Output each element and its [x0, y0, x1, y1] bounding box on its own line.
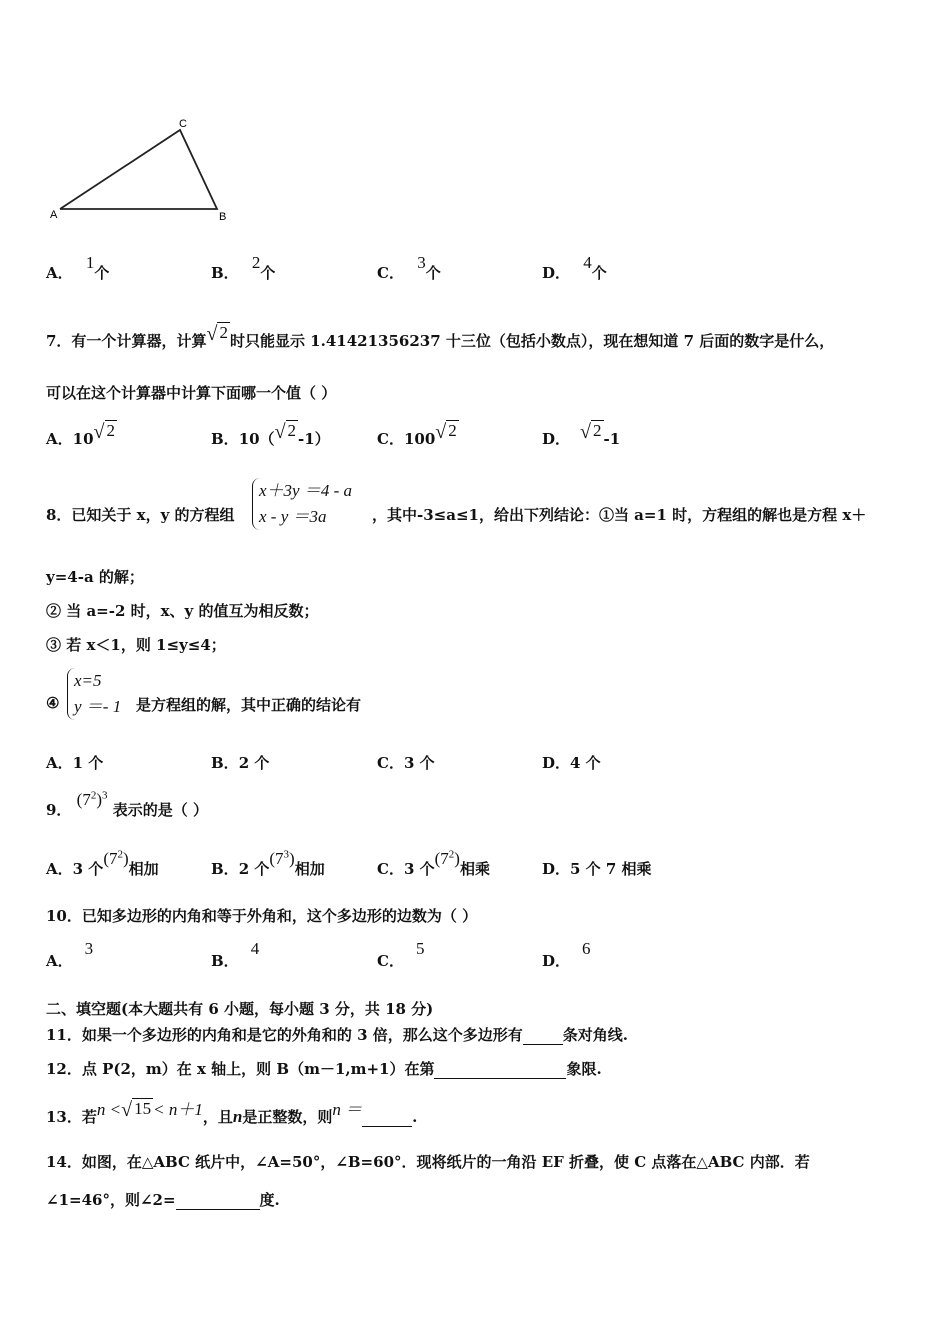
q9-option-d: D．5 个 7 相乘 — [542, 860, 652, 878]
q6-option-a — [46, 253, 110, 283]
q8-eq2: x - y ＝3a — [259, 507, 327, 526]
sqrt-expression: √ 2 — [206, 323, 228, 345]
q8-conclusion-2: ② 当 a=-2 时，x、y 的值互为相反数； — [46, 602, 319, 620]
sqrt-expression: √ 2 — [435, 421, 457, 443]
option-letter: C． — [377, 264, 404, 282]
section-heading-fill-in: 二、填空题(本大题共有 6 小题，每小题 3 分，共 18 分) — [46, 1000, 434, 1018]
q8-equation-system — [252, 478, 352, 530]
triangle-outline — [60, 130, 217, 209]
option-unit: 个 — [260, 264, 276, 282]
answer-blank[interactable] — [362, 1108, 412, 1127]
q7-option-b: B．10（√ 2 -1） — [211, 421, 330, 448]
q14-line1: 14．如图，在△ABC 纸片中，∠A=50°，∠B=60°．现将纸片的一角沿 EF 折叠，使 C 点落在△ABC 内部．若 — [46, 1153, 810, 1171]
q10-option-c: C．5 — [377, 939, 425, 970]
option-value: 2 — [251, 253, 261, 272]
q10-option-d: D．6 — [542, 939, 591, 970]
q10-option-a: A．3 — [46, 939, 94, 970]
q12-line: 12．点 P(2，m）在 x 轴上，则 B（m－1,m+1）在第 象限. — [46, 1060, 602, 1078]
sqrt-expression: √ 15 — [121, 1099, 152, 1121]
sqrt-expression: √ 2 — [93, 421, 115, 443]
q7-text-b: 时只能显示 1.41421356237 十三位（包括小数点），现在想知道 7 后面的数字是什么， — [229, 332, 835, 350]
q7-option-c: C．100√ 2 — [377, 421, 457, 448]
q9-option-b: B．2 个$(7^3)$相加 — [211, 848, 325, 878]
q8-conclusion-4-text: 是方程组的解，其中正确的结论有 — [136, 696, 362, 714]
q8-conclusion-4-num: ④ — [46, 694, 60, 712]
q8-after: ，其中-3≤a≤1，给出下列结论：①当 a=1 时，方程组的解也是方程 x＋ — [372, 506, 867, 524]
answer-blank[interactable] — [434, 1060, 566, 1079]
option-value: 1 — [85, 253, 95, 272]
q9-option-a: A．3 个$(7^2)$相加 — [46, 848, 159, 878]
q8-c4-system: x=5 y ＝- 1 — [67, 668, 121, 720]
answer-blank[interactable] — [523, 1026, 563, 1045]
q7-option-a: A．10√ 2 — [46, 421, 115, 448]
answer-blank[interactable] — [176, 1191, 260, 1210]
q9-line: 9． $(7^2)^3$ 表示的是（ ） — [46, 789, 208, 819]
q8-intro: 8．已知关于 x，y 的方程组 — [46, 506, 235, 524]
sqrt-expression: √ 2 — [580, 421, 602, 443]
q8-eq1: x＋3y ＝4 - a — [259, 481, 353, 500]
q10-option-b: B．4 — [211, 939, 260, 970]
q6-option-c — [377, 253, 441, 283]
q8-option-c: C．3 个 — [377, 754, 435, 772]
vertex-label-b: B — [219, 211, 227, 223]
vertex-label-c: C — [179, 118, 187, 130]
q7-option-d: D． √ 2 -1 — [542, 421, 621, 448]
option-unit: 个 — [425, 264, 441, 282]
triangle-figure — [40, 110, 240, 230]
power-expression: $(7^2)$ — [434, 848, 460, 868]
option-value: 3 — [417, 253, 426, 272]
option-value: 4 — [583, 253, 592, 272]
q13-line: 13．若n <√ 15 < n＋1，且n是正整数，则n ＝ . — [46, 1099, 418, 1126]
power-expression: $(7^2)$ — [103, 848, 129, 868]
option-unit: 个 — [94, 264, 110, 282]
q6-option-b — [211, 253, 276, 283]
q6-option-d — [542, 253, 607, 283]
vertex-label-a: A — [50, 209, 58, 221]
q8-option-b: B．2 个 — [211, 754, 270, 772]
power-expression: $(7^3)$ — [269, 848, 295, 868]
q8-conclusion-3: ③ 若 x＜1，则 1≤y≤4； — [46, 636, 226, 654]
q8-option-a: A．1 个 — [46, 754, 104, 772]
q7-line1 — [46, 323, 835, 354]
q9-option-c: C．3 个$(7^2)$相乘 — [377, 848, 490, 878]
option-letter: A． — [46, 264, 73, 282]
q14-line2: ∠1=46°，则∠2= 度. — [46, 1191, 280, 1209]
q10-text: 10．已知多边形的内角和等于外角和，这个多边形的边数为（ ） — [46, 907, 478, 925]
q7-line2: 可以在这个计算器中计算下面哪一个值（ ） — [46, 384, 337, 402]
q8-line2: y=4-a 的解； — [46, 568, 144, 586]
q8-option-d: D．4 个 — [542, 754, 601, 772]
q11-line: 11．如果一个多边形的内角和是它的外角和的 3 倍，那么这个多边形有 条对角线. — [46, 1026, 628, 1044]
sqrt-expression: √ 2 — [274, 421, 297, 443]
option-letter: D． — [542, 264, 571, 282]
option-unit: 个 — [591, 264, 607, 282]
power-expression: $(7^2)^3$ — [76, 789, 108, 809]
option-letter: B． — [211, 264, 239, 282]
q7-text-a: 7．有一个计算器，计算 — [46, 332, 207, 350]
